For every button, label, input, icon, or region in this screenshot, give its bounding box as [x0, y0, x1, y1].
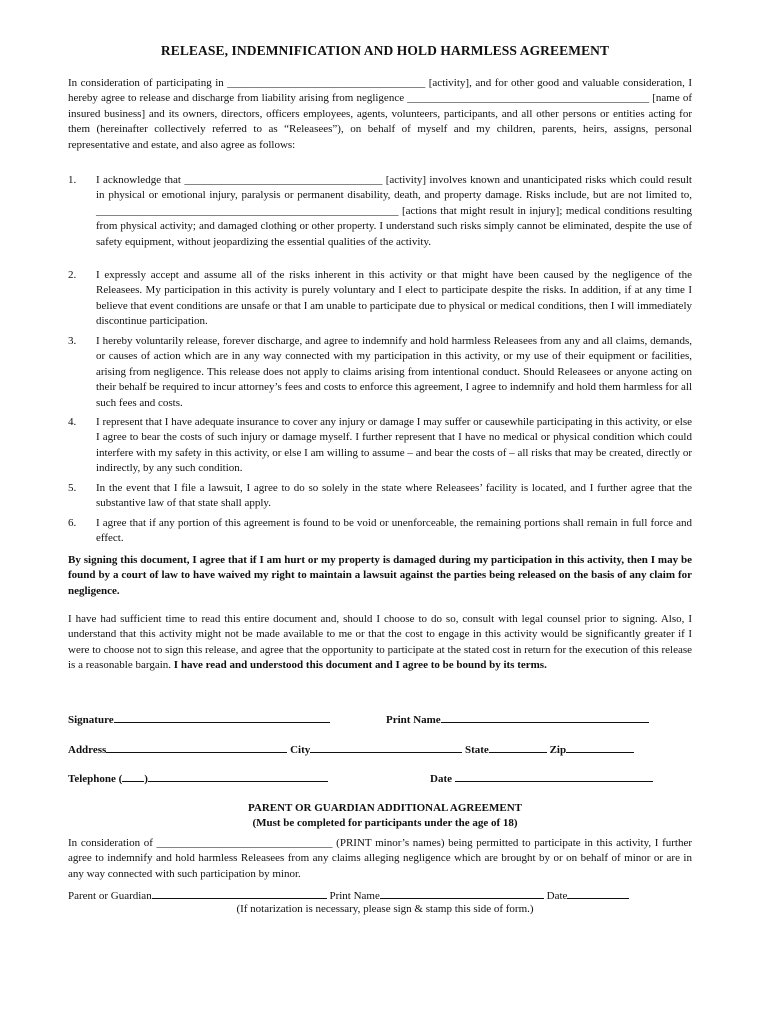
guardian-print-name-label: Print Name — [329, 890, 380, 902]
clause-number: 1. — [68, 174, 77, 186]
parent-guardian-line[interactable] — [152, 887, 327, 899]
clause-number: 4. — [68, 416, 77, 428]
signature-line[interactable] — [114, 711, 330, 723]
clause-number: 6. — [68, 517, 77, 529]
closing-paragraph — [68, 612, 692, 674]
date-label: Date — [430, 773, 452, 785]
clause-3 — [68, 334, 692, 411]
intro-paragraph: In consideration of participating in ____________________________________ [activity], and for other good and valuable consideration, I hereby agree to release and discharge from liability arising from negligence ____________________________________________ [name of insured business] and its owners, directors, officers employees, agents, volunteers, participants, and all other persons or entities acting for them (hereinafter collectively referred to as “Releasees”), on behalf of myself and my children, parents, heirs, assigns, personal representative and estate, and also agree as follows: — [68, 77, 692, 151]
clause-text: I hereby voluntarily release, forever discharge, and agree to indemnify and hold harmless Releasees from any and all claims, demands, or causes of action which are in any way connected with my participation in this activity, or my use of their equipment or facilities, arising from negligence. This release does not apply to claims arising from intentional conduct. Should Releasees or anyone acting on their behalf be required to incur attorney’s fees and costs to enforce this agreement, I agree to indemnify and hold them harmless for all such fees and costs. — [96, 335, 692, 409]
clause-2 — [68, 268, 692, 330]
telephone-label: Telephone ( — [68, 773, 123, 785]
city-line[interactable] — [310, 741, 462, 753]
print-name-label: Print Name — [386, 714, 441, 726]
guardian-print-name-line[interactable] — [380, 887, 544, 899]
document-title: RELEASE, INDEMNIFICATION AND HOLD HARMLESS AGREEMENT — [160, 43, 610, 58]
guardian-subheading: (Must be completed for participants under the age of 18) — [252, 817, 518, 829]
telephone-line[interactable] — [148, 770, 328, 782]
signature-label: Signature — [68, 714, 114, 726]
clause-4 — [68, 415, 692, 477]
guardian-heading: PARENT OR GUARDIAN ADDITIONAL AGREEMENT — [247, 802, 523, 814]
state-label: State — [464, 744, 489, 756]
closing-text: I have had sufficient time to read this entire document and, should I choose to do so, consult with legal counsel prior to signing. Also, I understand that this activity might not be made available to me or that the cost to engage in this activity would be significantly greater if I were to choose not to sign this release, and agree that the opportunity to participate at the stated cost in return for the execution of this release is a reasonable bargain. — [68, 613, 692, 672]
address-line[interactable] — [106, 741, 287, 753]
clause-number: 3. — [68, 335, 77, 347]
clause-text: I acknowledge that ____________________________________ [activity] involves known and unanticipated risks which could result in physical or emotional injury, paralysis or permanent disability, death, and property damage. Risks include, but are not limited to, _______________________________________________________ [actions that might result in injury]; medical conditions resulting from physical activity; and damaged clothing or other property. I understand such risks simply cannot be eliminated, despite the use of safety equipment, without jeopardizing the essential qualities of the activity. — [96, 174, 692, 248]
print-name-field — [386, 711, 649, 727]
clause-text: In the event that I file a lawsuit, I agree to do so solely in the state where Releasees’ facility is located, and I further agree that the substantive law of that state shall apply. — [96, 482, 692, 510]
clause-1 — [68, 173, 692, 250]
date-field — [430, 770, 653, 786]
parent-guardian-label: Parent or Guardian — [68, 890, 152, 902]
notarization-note: (If notarization is necessary, please sign & stamp this side of form.) — [236, 903, 534, 915]
clause-6 — [68, 516, 692, 547]
clause-number: 2. — [68, 269, 77, 281]
guardian-date-line[interactable] — [567, 887, 629, 899]
guardian-paragraph: In consideration of ________________________________ (PRINT minor’s names) being permitted to participate in this activity, I further agree to indemnify and hold harmless Releasees from any claims alleging negligence which are brought by or on behalf of minor or are in any way connected with such participation by minor. — [68, 837, 692, 880]
area-code-line[interactable] — [122, 770, 144, 782]
zip-line[interactable] — [566, 741, 634, 753]
print-name-line[interactable] — [441, 711, 649, 723]
guardian-date-label: Date — [546, 890, 568, 902]
address-row — [68, 741, 634, 757]
state-line[interactable] — [489, 741, 547, 753]
signature-field — [68, 711, 330, 727]
closing-bold-text: I have read and understood this document and I agree to be bound by its terms. — [173, 659, 547, 672]
guardian-signature-row — [68, 887, 629, 903]
clause-text: I represent that I have adequate insurance to cover any injury or damage I may suffer or causewhile participating in this activity, or else I agree to bear the costs of such injury or damage myself. I further represent that I have no medical or physical condition which could interfere with my safety in this activity, or else I am willing to assume – and bear the costs of – all risks that may be created, directly or indirectly, by any such condition. — [96, 416, 692, 475]
waiver-warning: By signing this document, I agree that if I am hurt or my property is damaged during my participation in this activity, then I may be found by a court of law to have waived my right to maintain a lawsuit against the parties being released on the basis of any claim for negligence. — [68, 554, 692, 597]
address-label: Address — [68, 744, 107, 756]
clause-text: I expressly accept and assume all of the risks inherent in this activity or that might have been caused by the negligence of the Releasees. My participation in this activity is purely voluntary and I elect to participate despite the risks. In addition, if at any time I believe that event conditions are unsafe or that I am unable to participate due to physical or medical conditions, then I will immediately discontinue participation. — [96, 269, 692, 328]
zip-label: Zip — [549, 744, 567, 756]
clause-number: 5. — [68, 482, 77, 494]
date-line[interactable] — [455, 770, 653, 782]
city-label: City — [290, 744, 311, 756]
clause-text: I agree that if any portion of this agreement is found to be void or unenforceable, the remaining portions shall remain in full force and effect. — [96, 517, 692, 545]
clause-5 — [68, 481, 692, 512]
telephone-field — [68, 770, 328, 786]
telephone-paren: ) — [144, 773, 148, 785]
